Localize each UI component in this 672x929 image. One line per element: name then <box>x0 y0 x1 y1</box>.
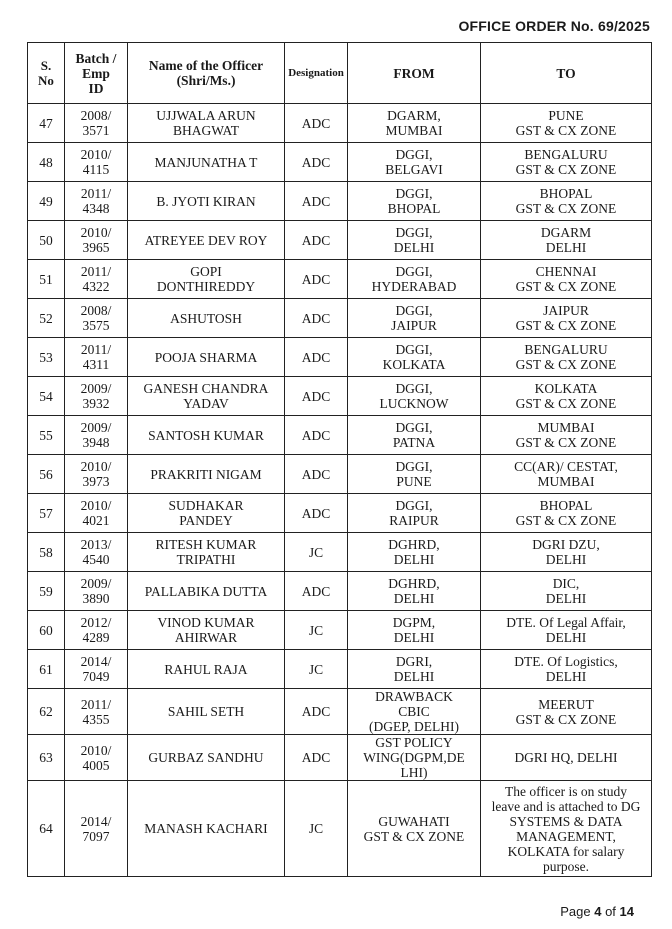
table-row <box>28 260 652 299</box>
cell-officer-name: SANTOSH KUMAR <box>128 416 285 455</box>
cell-to: DTE. Of Logistics, DELHI <box>481 650 652 689</box>
table-row <box>28 299 652 338</box>
header-batch: Batch / Emp ID <box>65 43 128 104</box>
table-row <box>28 650 652 689</box>
cell-sno: 52 <box>28 299 65 338</box>
page-prefix: Page <box>560 904 595 919</box>
cell-sno: 49 <box>28 182 65 221</box>
cell-designation: ADC <box>285 377 348 416</box>
cell-officer-name: MANJUNATHA T <box>128 143 285 182</box>
cell-designation: JC <box>285 611 348 650</box>
cell-from: DGGI, PATNA <box>348 416 481 455</box>
cell-to: BENGALURU GST & CX ZONE <box>481 338 652 377</box>
cell-from: DRAWBACK CBIC (DGEP, DELHI) <box>348 689 481 735</box>
cell-sno: 47 <box>28 104 65 143</box>
cell-designation: ADC <box>285 494 348 533</box>
header-sno: S. No <box>28 43 65 104</box>
cell-from: DGGI, RAIPUR <box>348 494 481 533</box>
table-row <box>28 735 652 781</box>
cell-from: DGGI, BELGAVI <box>348 143 481 182</box>
cell-officer-name: SAHIL SETH <box>128 689 285 735</box>
cell-designation: JC <box>285 650 348 689</box>
cell-officer-name: RITESH KUMAR TRIPATHI <box>128 533 285 572</box>
cell-to: MUMBAI GST & CX ZONE <box>481 416 652 455</box>
cell-batch: 2010/ 4021 <box>65 494 128 533</box>
cell-from: DGGI, PUNE <box>348 455 481 494</box>
cell-officer-name: ATREYEE DEV ROY <box>128 221 285 260</box>
cell-batch: 2011/ 4348 <box>65 182 128 221</box>
cell-from: DGGI, JAIPUR <box>348 299 481 338</box>
cell-batch: 2009/ 3932 <box>65 377 128 416</box>
cell-to: BENGALURU GST & CX ZONE <box>481 143 652 182</box>
cell-sno: 48 <box>28 143 65 182</box>
cell-from: DGRI, DELHI <box>348 650 481 689</box>
cell-officer-name: VINOD KUMAR AHIRWAR <box>128 611 285 650</box>
cell-to: DGRI HQ, DELHI <box>481 735 652 781</box>
table-row <box>28 455 652 494</box>
table-row <box>28 104 652 143</box>
cell-designation: ADC <box>285 104 348 143</box>
table-row <box>28 494 652 533</box>
header-officer-name: Name of the Officer (Shri/Ms.) <box>128 43 285 104</box>
cell-from: DGGI, DELHI <box>348 221 481 260</box>
cell-to: DGRI DZU, DELHI <box>481 533 652 572</box>
cell-designation: JC <box>285 533 348 572</box>
cell-batch: 2013/ 4540 <box>65 533 128 572</box>
cell-sno: 53 <box>28 338 65 377</box>
cell-batch: 2014/ 7049 <box>65 650 128 689</box>
cell-officer-name: PRAKRITI NIGAM <box>128 455 285 494</box>
cell-sno: 50 <box>28 221 65 260</box>
cell-officer-name: ASHUTOSH <box>128 299 285 338</box>
header-to: TO <box>481 43 652 104</box>
cell-batch: 2012/ 4289 <box>65 611 128 650</box>
cell-from: DGPM, DELHI <box>348 611 481 650</box>
cell-batch: 2010/ 3965 <box>65 221 128 260</box>
cell-batch: 2011/ 4355 <box>65 689 128 735</box>
table-row <box>28 338 652 377</box>
cell-sno: 58 <box>28 533 65 572</box>
cell-officer-name: SUDHAKAR PANDEY <box>128 494 285 533</box>
cell-batch: 2014/ 7097 <box>65 781 128 877</box>
table-row <box>28 533 652 572</box>
cell-to: PUNE GST & CX ZONE <box>481 104 652 143</box>
cell-designation: ADC <box>285 143 348 182</box>
page-current: 4 <box>594 904 602 919</box>
cell-designation: ADC <box>285 221 348 260</box>
header-from: FROM <box>348 43 481 104</box>
cell-designation: ADC <box>285 689 348 735</box>
cell-batch: 2008/ 3575 <box>65 299 128 338</box>
cell-sno: 57 <box>28 494 65 533</box>
table-row <box>28 611 652 650</box>
cell-from: GUWAHATI GST & CX ZONE <box>348 781 481 877</box>
cell-sno: 60 <box>28 611 65 650</box>
cell-sno: 62 <box>28 689 65 735</box>
cell-from: DGGI, LUCKNOW <box>348 377 481 416</box>
cell-from: DGARM, MUMBAI <box>348 104 481 143</box>
cell-batch: 2008/ 3571 <box>65 104 128 143</box>
cell-officer-name: POOJA SHARMA <box>128 338 285 377</box>
cell-batch: 2011/ 4311 <box>65 338 128 377</box>
cell-designation: ADC <box>285 182 348 221</box>
cell-designation: ADC <box>285 572 348 611</box>
cell-to: JAIPUR GST & CX ZONE <box>481 299 652 338</box>
cell-sno: 56 <box>28 455 65 494</box>
table-row <box>28 689 652 735</box>
cell-batch: 2010/ 4115 <box>65 143 128 182</box>
cell-to: DIC, DELHI <box>481 572 652 611</box>
cell-batch: 2010/ 3973 <box>65 455 128 494</box>
cell-sno: 51 <box>28 260 65 299</box>
cell-officer-name: GANESH CHANDRA YADAV <box>128 377 285 416</box>
page-total: 14 <box>619 904 634 919</box>
page-separator: of <box>601 904 620 919</box>
cell-from: DGHRD, DELHI <box>348 533 481 572</box>
cell-sno: 61 <box>28 650 65 689</box>
table-row <box>28 182 652 221</box>
cell-officer-name: GOPI DONTHIREDDY <box>128 260 285 299</box>
header-designation: Designation <box>285 43 348 104</box>
cell-officer-name: RAHUL RAJA <box>128 650 285 689</box>
cell-to: CHENNAI GST & CX ZONE <box>481 260 652 299</box>
cell-designation: ADC <box>285 299 348 338</box>
cell-designation: ADC <box>285 260 348 299</box>
cell-sno: 54 <box>28 377 65 416</box>
table-row <box>28 781 652 877</box>
cell-batch: 2009/ 3948 <box>65 416 128 455</box>
table-row <box>28 416 652 455</box>
cell-batch: 2009/ 3890 <box>65 572 128 611</box>
cell-officer-name: GURBAZ SANDHU <box>128 735 285 781</box>
cell-officer-name: B. JYOTI KIRAN <box>128 182 285 221</box>
page-number <box>560 904 634 919</box>
cell-to: The officer is on study leave and is attached to DG SYSTEMS & DATA MANAGEMENT, KOLKATA for salary purpose. <box>481 781 652 877</box>
table-row <box>28 143 652 182</box>
cell-designation: ADC <box>285 455 348 494</box>
cell-from: DGGI, BHOPAL <box>348 182 481 221</box>
cell-to: BHOPAL GST & CX ZONE <box>481 494 652 533</box>
table-row <box>28 221 652 260</box>
cell-from: DGGI, HYDERABAD <box>348 260 481 299</box>
cell-sno: 59 <box>28 572 65 611</box>
cell-designation: ADC <box>285 416 348 455</box>
cell-from: DGHRD, DELHI <box>348 572 481 611</box>
cell-sno: 55 <box>28 416 65 455</box>
cell-to: BHOPAL GST & CX ZONE <box>481 182 652 221</box>
cell-to: DGARM DELHI <box>481 221 652 260</box>
cell-batch: 2011/ 4322 <box>65 260 128 299</box>
cell-to: KOLKATA GST & CX ZONE <box>481 377 652 416</box>
cell-to: DTE. Of Legal Affair, DELHI <box>481 611 652 650</box>
office-order-number: OFFICE ORDER No. 69/2025 <box>458 18 650 34</box>
cell-from: GST POLICY WING(DGPM,DE LHI) <box>348 735 481 781</box>
table-row <box>28 377 652 416</box>
cell-to: MEERUT GST & CX ZONE <box>481 689 652 735</box>
table-row <box>28 572 652 611</box>
table-header-row <box>28 43 652 104</box>
cell-batch: 2010/ 4005 <box>65 735 128 781</box>
cell-to: CC(AR)/ CESTAT, MUMBAI <box>481 455 652 494</box>
officer-transfer-table <box>27 42 652 877</box>
cell-designation: ADC <box>285 735 348 781</box>
cell-designation: ADC <box>285 338 348 377</box>
cell-designation: JC <box>285 781 348 877</box>
cell-sno: 63 <box>28 735 65 781</box>
cell-officer-name: UJJWALA ARUN BHAGWAT <box>128 104 285 143</box>
cell-from: DGGI, KOLKATA <box>348 338 481 377</box>
cell-officer-name: PALLABIKA DUTTA <box>128 572 285 611</box>
cell-officer-name: MANASH KACHARI <box>128 781 285 877</box>
cell-sno: 64 <box>28 781 65 877</box>
